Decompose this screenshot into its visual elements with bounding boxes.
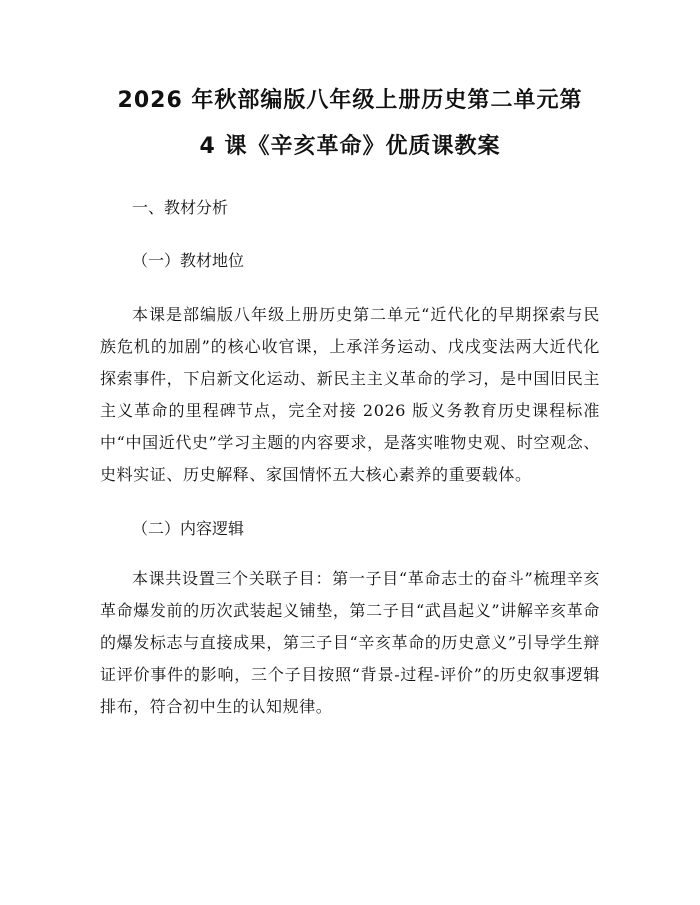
paragraph-content-logic: 本课共设置三个关联子目：第一子目“革命志士的奋斗”梳理辛亥革命爆发前的历次武装起义铺垫，第二子目“武昌起义”讲解辛亥革命的爆发标志与直接成果，第三子目“辛亥革命的历史意义”引导学生辩证评价事件的影响，三个子目按照“背景-过程-评价”的历史叙事逻辑排布，符合初中生的认知规律。 bbox=[100, 569, 600, 716]
section-heading-textbook-analysis: 一、教材分析 bbox=[132, 198, 229, 217]
document-title-line-2: 4 课《辛亥革命》优质课教案 bbox=[199, 134, 501, 159]
subsection-heading-textbook-status: （一）教材地位 bbox=[132, 251, 245, 270]
subsection-heading-content-logic: （二）内容逻辑 bbox=[132, 519, 245, 538]
document-title-line-1: 2026 年秋部编版八年级上册历史第二单元第 bbox=[117, 88, 583, 113]
paragraph-textbook-status: 本课是部编版八年级上册历史第二单元“近代化的早期探索与民族危机的加剧”的核心收官课，上承洋务运动、戊戌变法两大近代化探索事件，下启新文化运动、新民主主义革命的学习，是中国旧民主主义革命的里程碑节点，完全对接 2026 版义务教育历史课程标准中“中国近代史”学习主题的内容要求，是落实唯物史观、时空观念、史料实证、历史解释、家国情怀五大核心素养的重要载体。 bbox=[100, 305, 600, 484]
document-title bbox=[100, 78, 600, 170]
